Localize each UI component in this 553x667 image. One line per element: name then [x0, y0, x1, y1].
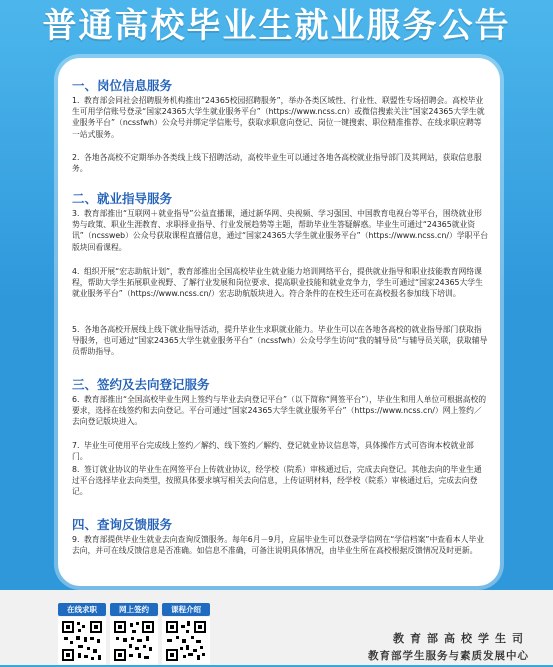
section-heading-guidance: 二、就业指导服务 [72, 191, 173, 206]
qr-code-icon [60, 619, 104, 663]
section-heading-feedback: 四、查询反馈服务 [72, 517, 173, 532]
section-heading-job-info: 一、岗位信息服务 [72, 78, 173, 93]
qr-code-courses[interactable] [162, 617, 210, 665]
list-item: 6. 教育部推出“全国高校毕业生网上签约与毕业去向登记平台”（以下简称“网签平台”），毕业生和用人单位可根据高校的要求，选择在线签约和去向登记。平台可通过“国家24365大学生就业服务平台”（https://www.ncss.cn/）网上签约／去向登记版块进入。 [72, 395, 487, 427]
qr-code-job[interactable] [58, 617, 106, 665]
footer-org-secondary: 教育部学生服务与素质发展中心 [368, 650, 529, 662]
list-item: 8. 签订就业协议的毕业生在网签平台上传就业协议，经学校（院系）审核通过后，完成去向登记。其他去向的毕业生通过平台选择毕业去向类型，按照具体要求填写相关去向信息，上传证明材料，经学校（院系）审核通过后，完成去向登记。 [72, 465, 482, 497]
qr-code-icon [112, 619, 156, 663]
qr-code-signing[interactable] [110, 617, 158, 665]
list-item: 9. 教育部提供毕业生就业去向查询反馈服务。每年6月－9月，应届毕业生可以登录学信网在“学信档案”中查看本人毕业去向，并可在线反馈信息是否准确。如信息不准确，可备注说明具体情况，由毕业生所在高校根据反馈情况及时更新。 [72, 535, 485, 556]
qr-label-courses: 课程介绍 [162, 603, 210, 616]
footer-org-primary: 教育部高校学生司 [393, 632, 529, 645]
qr-code-icon [164, 619, 208, 663]
list-item: 2. 各地各高校不定期举办各类线上线下招聘活动，高校毕业生可以通过各地各高校就业指导部门及其网站，获取信息服务。 [72, 153, 482, 174]
list-item: 4. 组织开展“宏志助航计划”，教育部推出全国高校毕业生就业能力培训网络平台，提供就业指导和职业技能教育网络课程，帮助大学生拓展职业视野、了解行业发展和岗位要求、提高职业技能和就业竞争力，学生可通过“国家24365大学生就业服务平台”（https://www.ncss.cn/）宏志助航版块进入。符合条件的在校生还可在高校报名参加线下培训。 [72, 267, 483, 299]
list-item: 5. 各地各高校开展线上线下就业指导活动，提升毕业生求职就业能力。毕业生可以在各地各高校的就业指导部门获取指导服务，也可通过“国家24365大学生就业服务平台”（ncssfwh）公众号学生访问“我的辅导员”与辅导员关联，获取辅导员帮助指导。 [72, 325, 488, 357]
qr-label-job: 在线求职 [58, 603, 106, 616]
page-title: 普通高校毕业生就业服务公告 [42, 6, 511, 46]
section-heading-signing: 三、签约及去向登记服务 [72, 377, 210, 392]
list-item: 7. 毕业生可使用平台完成线上签约／解约、线下签约／解约、登记就业协议信息等，具体操作方式可咨询本校就业部门。 [72, 441, 474, 462]
list-item: 3. 教育部推出“互联网＋就业指导”公益直播课，通过新华网、央视频、学习强国、中国教育电视台等平台，围绕就业形势与政策、职业生涯教育、求职择业指导、行业发展趋势等主题，帮助毕业生答疑解惑。毕业生可通过“24365就业资讯”（ncssweb）公众号获取课程直播信息，通过“国家24365大学生就业服务平台”（https://www.ncss.cn/）学职平台版块回看课程。 [72, 209, 489, 252]
qr-label-signing: 网上签约 [110, 603, 158, 616]
list-item: 1. 教育部会同社会招聘服务机构推出“24365校园招聘服务”，举办各类区域性、行业性、联盟性专场招聘会。高校毕业生可用学信账号登录“国家24365大学生就业服务平台”（https://www.ncss.cn）或微信搜索关注“国家24365大学生就业服务平台”（ncssfwh）公众号并绑定学信账号，获取求职意向登记、岗位一键搜索、职位精准推荐、在线求职应聘等一站式服务。 [72, 96, 485, 139]
